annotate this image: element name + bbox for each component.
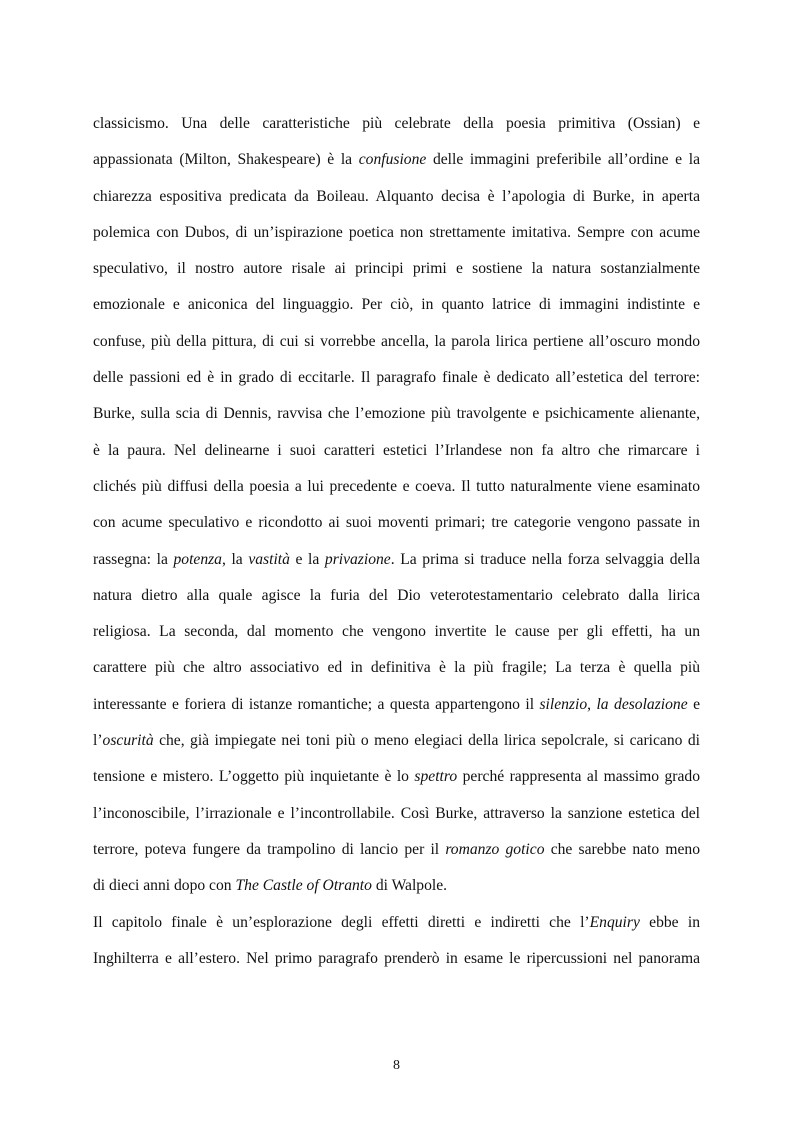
text-line [93, 396, 700, 432]
italic-term: la desolazione [596, 695, 688, 713]
text-run: delle passioni ed è in grado di eccitarle. Il paragrafo finale è dedicato all’estetica del terrore: [93, 369, 700, 387]
text-line [93, 723, 700, 759]
text-run: terrore, poteva fungere da trampolino di lancio per il [93, 840, 446, 858]
italic-term: confusione [358, 151, 427, 169]
italic-term: oscurità [102, 732, 154, 750]
document-body [93, 106, 700, 977]
text-line [93, 796, 700, 832]
text-line [93, 868, 700, 904]
text-run: che, già impiegate nei toni più o meno elegiaci della lirica sepolcrale, si caricano di [153, 732, 700, 750]
italic-term: potenza [173, 550, 222, 568]
text-run: chiarezza espositiva predicata da Boileau. Alquanto decisa è l’apologia di Burke, in aperta [93, 187, 700, 205]
text-run: l’ [93, 732, 103, 750]
text-run: è la paura. Nel delinearne i suoi caratteri estetici l’Irlandese non fa altro che rimarcare i [93, 441, 700, 459]
text-line [93, 759, 700, 795]
page-number: 8 [393, 1058, 400, 1073]
italic-term: Enquiry [589, 913, 640, 931]
text-run: , la [221, 550, 249, 568]
paragraph-chapter-overview [93, 905, 700, 978]
text-run: e [687, 695, 700, 713]
text-line [93, 650, 700, 686]
text-run: confuse, più della pittura, di cui si vorrebbe ancella, la parola lirica pertiene all’oscuro mondo [93, 332, 700, 350]
text-run: ebbe in [639, 913, 700, 931]
text-run: clichés più diffusi della poesia a lui precedente e coeva. Il tutto naturalmente viene esaminato [93, 477, 700, 495]
text-run: polemica con Dubos, di un’ispirazione poetica non strettamente imitativa. Sempre con acume [93, 223, 700, 241]
italic-term: vastità [248, 550, 290, 568]
text-run: delle immagini preferibile all’ordine e la [426, 151, 700, 169]
text-line [93, 469, 700, 505]
text-run: Inghilterra e all’estero. Nel primo paragrafo prenderò in esame le ripercussioni nel panorama [93, 949, 700, 967]
text-run: appassionata (Milton, Shakespeare) è la [93, 151, 359, 169]
text-run: e la [289, 550, 325, 568]
text-run: di Walpole. [371, 877, 448, 895]
italic-term: privazione [324, 550, 391, 568]
text-line [93, 324, 700, 360]
text-line [93, 905, 700, 941]
text-run: Burke, sulla scia di Dennis, ravvisa che l’emozione più travolgente e psichicamente alienante, [93, 405, 700, 423]
text-line [93, 433, 700, 469]
text-line [93, 287, 700, 323]
text-run: con acume speculativo e ricondotto ai suoi moventi primari; tre categorie vengono passate in [93, 514, 700, 532]
text-line [93, 360, 700, 396]
italic-term: spettro [414, 768, 458, 786]
text-line [93, 142, 700, 178]
text-line [93, 215, 700, 251]
italic-term: silenzio [539, 695, 588, 713]
text-line [93, 687, 700, 723]
text-line [93, 941, 700, 977]
text-line [93, 179, 700, 215]
text-run: l’inconoscibile, l’irrazionale e l’incontrollabile. Così Burke, attraverso la sanzione estetica del [93, 804, 700, 822]
italic-term: romanzo gotico [445, 840, 545, 858]
text-run: perché rappresenta al massimo grado [457, 768, 700, 786]
text-run: , [587, 695, 597, 713]
text-run: emozionale e aniconica del linguaggio. Per ciò, in quanto latrice di immagini indistinte e [93, 296, 700, 314]
text-run: rassegna: la [93, 550, 174, 568]
text-run: Il capitolo finale è un’esplorazione degli effetti diretti e indiretti che l’ [93, 913, 590, 931]
text-run: interessante e foriera di istanze romantiche; a questa appartengono il [93, 695, 540, 713]
text-run: tensione e mistero. L’oggetto più inquietante è lo [93, 768, 415, 786]
text-run: . La prima si traduce nella forza selvaggia della [390, 550, 701, 568]
paragraph-burke-enquiry-summary [93, 106, 700, 905]
text-run: carattere più che altro associativo ed in definitiva è la più fragile; La terza è quella più [93, 659, 700, 677]
text-line [93, 251, 700, 287]
text-line [93, 505, 700, 541]
text-line [93, 578, 700, 614]
text-run: di dieci anni dopo con [93, 877, 236, 895]
text-run: natura dietro alla quale agisce la furia del Dio veterotestamentario celebrato dalla lirica [93, 586, 700, 604]
text-line [93, 542, 700, 578]
text-line [93, 106, 700, 142]
italic-term: The Castle of Otranto [235, 877, 372, 895]
text-line [93, 614, 700, 650]
text-run: religiosa. La seconda, dal momento che vengono invertite le cause per gli effetti, ha un [93, 623, 700, 641]
text-run: speculativo, il nostro autore risale ai principi primi e sostiene la natura sostanzialmente [93, 260, 700, 278]
text-run: classicismo. Una delle caratteristiche più celebrate della poesia primitiva (Ossian) e [93, 115, 700, 132]
text-line [93, 832, 700, 868]
text-run: che sarebbe nato meno [544, 840, 701, 858]
